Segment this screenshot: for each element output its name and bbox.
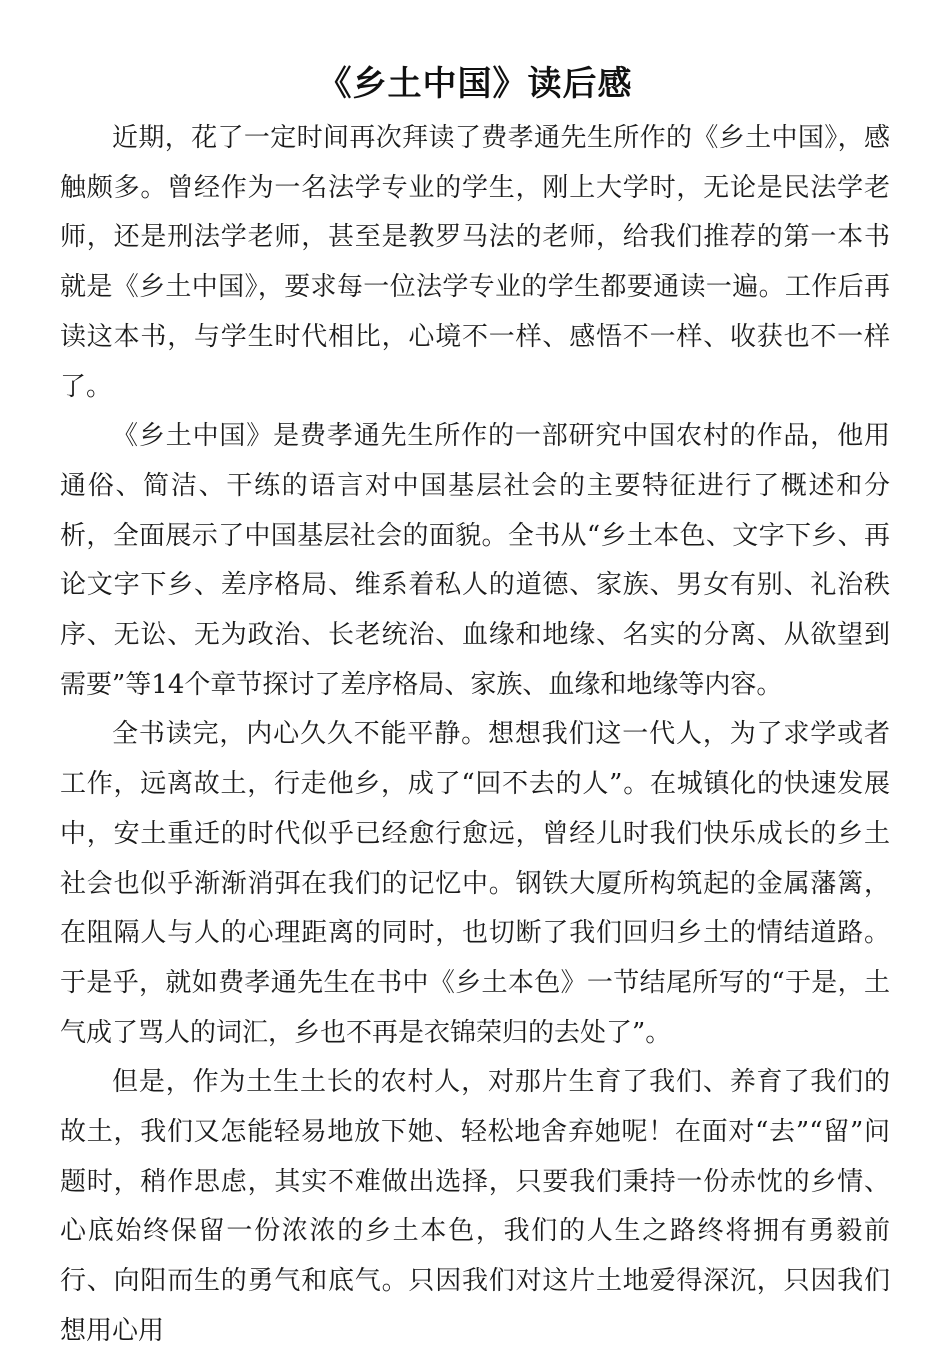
paragraph-3: 全书读完，内心久久不能平静。想想我们这一代人，为了求学或者工作，远离故土，行走他乡，成了“回不去的人”。在城镇化的快速发展中，安土重迁的时代似乎已经愈行愈远，曾经儿时我们快乐成长的乡土社会也似乎渐渐消弭在我们的记忆中。钢铁大厦所构筑起的金属藩篱，在阻隔人与人的心理距离的同时，也切断了我们回归乡土的情结道路。于是乎，就如费孝通先生在书中《乡土本色》一节结尾所写的“于是，土气成了骂人的词汇，乡也不再是衣锦荣归的去处了”。 (60, 719, 890, 1048)
paragraph-4: 但是，作为土生土长的农村人，对那片生育了我们、养育了我们的故土，我们又怎能轻易地放下她、轻松地舍弃她呢！在面对“去”“留”问题时，稍作思虑，其实不难做出选择，只要我们秉持一份赤忱的乡情、心底始终保留一份浓浓的乡土本色，我们的人生之路终将拥有勇毅前行、向阳而生的勇气和底气。只因我们对这片土地爱得深沉，只因我们想用心用 (60, 1067, 890, 1346)
document-body (60, 114, 890, 1357)
paragraph-2: 《乡土中国》是费孝通先生所作的一部研究中国农村的作品，他用通俗、简洁、干练的语言对中国基层社会的主要特征进行了概述和分析，全面展示了中国基层社会的面貌。全书从“乡土本色、文字下乡、再论文字下乡、差序格局、维系着私人的道德、家族、男女有别、礼治秩序、无讼、无为政治、长老统治、血缘和地缘、名实的分离、从欲望到需要”等14个章节探讨了差序格局、家族、血缘和地缘等内容。 (60, 421, 890, 700)
document-title: 《乡土中国》读后感 (317, 64, 633, 104)
paragraph-1: 近期，花了一定时间再次拜读了费孝通先生所作的《乡土中国》，感触颇多。曾经作为一名法学专业的学生，刚上大学时，无论是民法学老师，还是刑法学老师，甚至是教罗马法的老师，给我们推荐的第一本书就是《乡土中国》，要求每一位法学专业的学生都要通读一遍。工作后再读这本书，与学生时代相比，心境不一样、感悟不一样、收获也不一样了。 (60, 123, 890, 402)
